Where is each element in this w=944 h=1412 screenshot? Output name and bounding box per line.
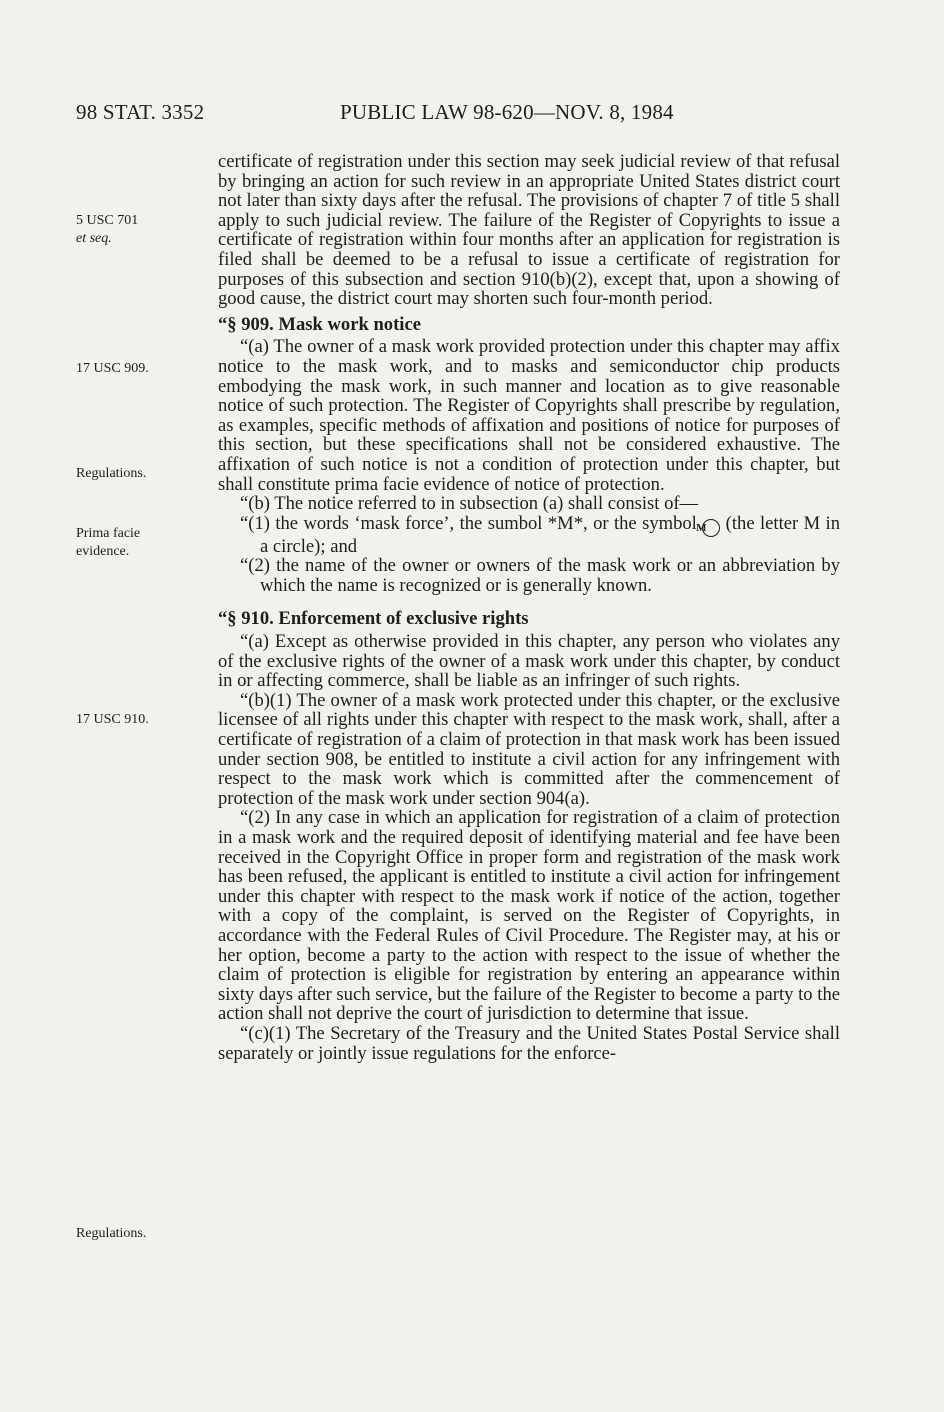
paragraph-continued: certificate of registration under this section may seek judicial review of that refusal by bringing an action for such review in an appropriate United States district court not later than sixty days after the refusal. The provisions of chapter 7 of title 5 shall apply to such judicial review. The failure of the Register of Copyrights to issue a certificate of registration within four months after an application for registration is filed shall be deemed to be a refusal to issue a certificate of registration for purposes of this subsection and section 910(b)(2), except that, upon a showing of good cause, the district court may shorten such four-month period.	[218, 151, 840, 310]
margin-note-regulations: Regulations.	[76, 466, 147, 481]
margin-note-regulations-2: Regulations.	[76, 1226, 147, 1241]
circled-m-symbol: M	[702, 519, 720, 537]
margin-note-usc-909: 17 USC 909.	[76, 361, 149, 376]
section-heading-910: “§ 910. Enforcement of exclusive rights	[218, 608, 529, 630]
section-heading-909: “§ 909. Mask work notice	[218, 313, 421, 335]
margin-note-usc-910: 17 USC 910.	[76, 712, 149, 727]
running-head: PUBLIC LAW 98-620—NOV. 8, 1984	[340, 100, 674, 124]
paragraph-909-a: “(a) The owner of a mask work provided protection under this chapter may affix notice to the mask work, and to masks and semiconductor chip products embodying the mask work, in such manner and location as to give reasonable notice of such protection. The Register of Copyrights shall prescribe by regulation, as examples, specific methods of affixation and positions of notice for purposes of this section, but these specifications shall not be considered exhaustive. The affixation of such notice is not a condition of protection under this chapter, but shall constitute prima facie evidence of notice of protection.	[218, 336, 840, 495]
paragraph-910-a: “(a) Except as otherwise provided in this chapter, any person who violates any of the exclusive rights of the owner of a mask work under this chapter, by conduct in or affecting commerce, shall be liable as an infringer of such rights.	[218, 631, 840, 692]
page-citation: 98 STAT. 3352	[76, 100, 205, 124]
margin-note-usc-701: 5 USC 701 et seq.	[76, 213, 139, 246]
margin-note-prima-facie: Prima facie evidence.	[76, 526, 141, 559]
paragraph-909-b1: “(1) the words ‘mask force’, the sumbol *M*, or the symbol M (the letter M in a circle); and	[240, 512, 840, 557]
paragraph-910-b2: “(2) In any case in which an application for registration of a claim of protection in a mask work and the required deposit of identifying material and fee have been received in the Copyright Office in proper form and registration of the mask work has been refused, the applicant is entitled to institute a civil action for infringement under this chapter with respect to the mask work if notice of the action, together with a copy of the complaint, is served on the Register of Copyrights, in accordance with the Federal Rules of Civil Procedure. The Register may, at his or her option, become a party to the action with respect to the issue of whether the claim of protection is eligible for registration by entering an appearance within sixty days after such service, but the failure of the Register to become a party to the action shall not deprive the court of jurisdiction to determine that issue.	[218, 807, 840, 1025]
statute-body	[218, 152, 840, 1063]
paragraph-909-b: “(b) The notice referred to in subsection (a) shall consist of—	[240, 493, 699, 515]
paragraph-910-b1: “(b)(1) The owner of a mask work protected under this chapter, or the exclusive licensee of all rights under this chapter with respect to the mask work, shall, after a certificate of registration of a claim of protection in that mask work has been issued under section 908, be entitled to institute a civil action for any infringement with respect to the mask work which is committed after the commencement of protection of the mask work under section 904(a).	[218, 689, 840, 809]
paragraph-910-c1: “(c)(1) The Secretary of the Treasury and the United States Postal Service shall separately or jointly issue regulations for the enforce-	[218, 1022, 840, 1064]
paragraph-909-b2: “(2) the name of the owner or owners of the mask work or an abbreviation by which the name is recognized or is generally known.	[240, 555, 840, 596]
